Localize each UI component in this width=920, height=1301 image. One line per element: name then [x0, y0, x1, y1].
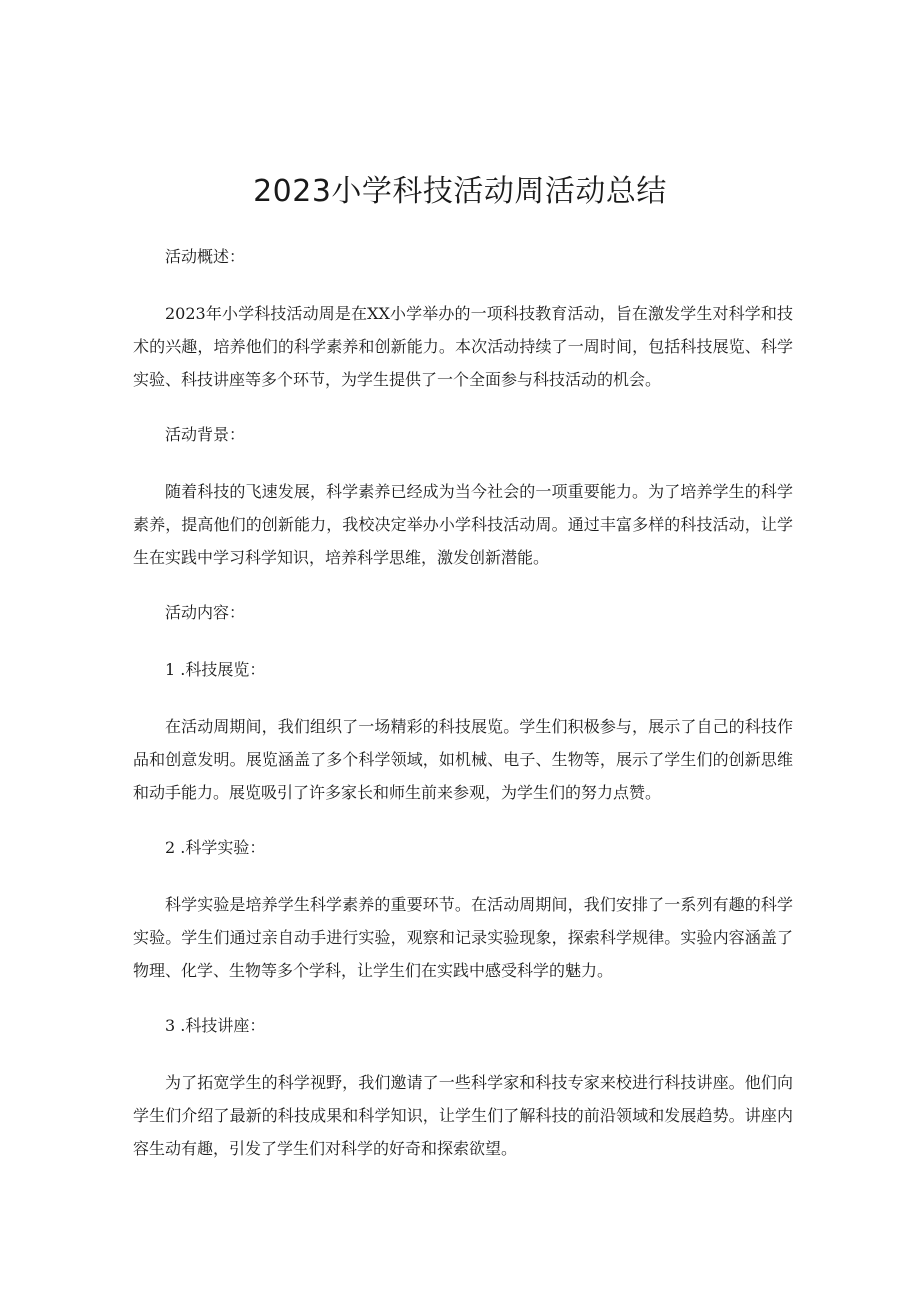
item2-heading: 2 .科学实验： — [165, 838, 266, 857]
background-heading: 活动背景： — [165, 425, 246, 444]
item2-paragraph: 科学实验是培养学生科学素养的重要环节。在活动周期间，我们安排了一系列有趣的科学实验。学生们通过亲自动手进行实验，观察和记录实验现象，探索科学规律。实验内容涵盖了物理、化学、生物等多个学科，让学生们在实践中感受科学的魅力。 — [133, 895, 793, 980]
content-heading: 活动内容： — [165, 603, 246, 622]
background-paragraph: 随着科技的飞速发展，科学素养已经成为当今社会的一项重要能力。为了培养学生的科学素养，提高他们的创新能力，我校决定举办小学科技活动周。通过丰富多样的科技活动，让学生在实践中学习科学知识，培养科学思维，激发创新潜能。 — [133, 482, 793, 567]
item3-heading: 3 .科技讲座： — [165, 1016, 266, 1035]
overview-heading: 活动概述： — [165, 247, 246, 266]
overview-paragraph: 2023年小学科技活动周是在XX小学举办的一项科技教育活动，旨在激发学生对科学和技术的兴趣，培养他们的科学素养和创新能力。本次活动持续了一周时间，包括科技展览、科学实验、科技讲座等多个环节，为学生提供了一个全面参与科技活动的机会。 — [133, 304, 793, 389]
document-title: 2023小学科技活动周活动总结 — [253, 174, 667, 209]
item3-paragraph: 为了拓宽学生的科学视野，我们邀请了一些科学家和科技专家来校进行科技讲座。他们向学生们介绍了最新的科技成果和科学知识，让学生们了解科技的前沿领域和发展趋势。讲座内容生动有趣，引发了学生们对科学的好奇和探索欲望。 — [133, 1073, 793, 1158]
item1-paragraph: 在活动周期间，我们组织了一场精彩的科技展览。学生们积极参与，展示了自己的科技作品和创意发明。展览涵盖了多个科学领域，如机械、电子、生物等，展示了学生们的创新思维和动手能力。展览吸引了许多家长和师生前来参观，为学生们的努力点赞。 — [133, 717, 793, 802]
item1-heading: 1 .科技展览： — [165, 660, 266, 679]
document-body — [133, 240, 793, 1165]
